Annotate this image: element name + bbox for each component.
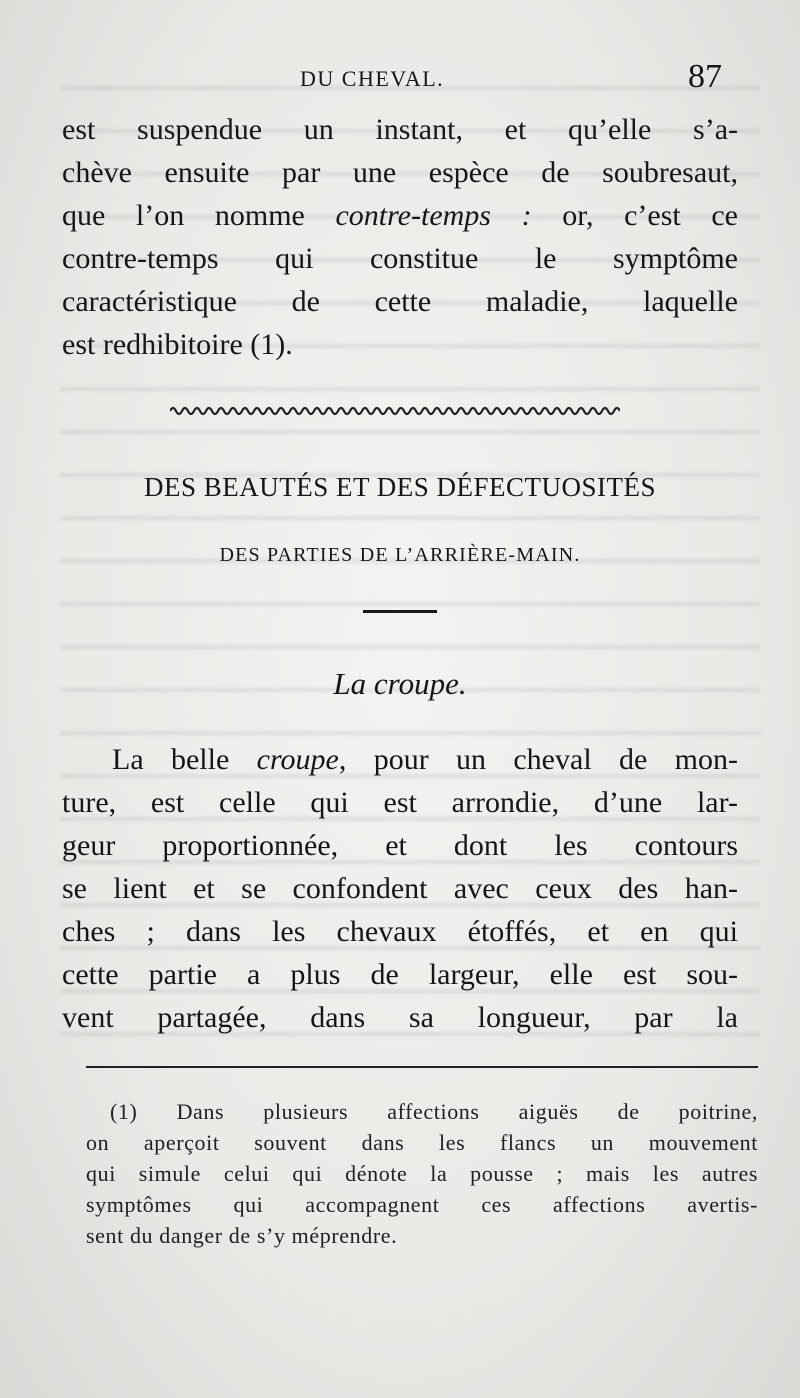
- footnote-line: qui simule celui qui dénote la pousse ; mais les autres: [86, 1161, 758, 1186]
- text-line: chève ensuite par une espèce de soubresaut,: [62, 156, 738, 189]
- italic-term: croupe: [256, 743, 339, 776]
- text-line: contre-temps qui constitue le symptôme: [62, 242, 738, 275]
- paragraph-top: [62, 108, 738, 366]
- text-span: que l’on nomme: [62, 199, 336, 232]
- page-number: 87: [688, 58, 722, 95]
- section-title: DES BEAUTÉS ET DES DÉFECTUOSITÉS: [143, 472, 657, 502]
- footnote-line: on aperçoit souvent dans les flancs un mouvement: [86, 1130, 758, 1155]
- footnote-rule: [86, 1066, 758, 1068]
- ornamental-divider: [170, 404, 620, 418]
- running-head: DU CHEVAL.: [300, 66, 445, 91]
- footnote: [86, 1096, 758, 1251]
- text-line: ches ; dans les chevaux étoffés, et en qui: [62, 915, 738, 948]
- short-rule: [363, 610, 437, 613]
- text-line: geur proportionnée, et dont les contours: [62, 829, 738, 862]
- text-line: vent partagée, dans sa longueur, par la: [62, 1001, 738, 1034]
- paragraph-croupe: [62, 738, 738, 1039]
- text-span: or, c’est ce: [531, 199, 738, 232]
- text-span: , pour un cheval de mon-: [338, 743, 738, 776]
- subheading: La croupe.: [333, 666, 467, 701]
- text-line: est suspendue un instant, et qu’elle s’a-: [62, 113, 738, 146]
- text-line: est redhibitoire (1).: [62, 328, 293, 361]
- page-header: [0, 58, 800, 98]
- text-line: cette partie a plus de largeur, elle est sou-: [62, 958, 738, 991]
- text-span: La belle: [112, 743, 257, 776]
- footnote-line: (1) Dans plusieurs affections aiguës de poitrine,: [110, 1099, 758, 1124]
- text-line: caractéristique de cette maladie, laquelle: [62, 285, 738, 318]
- footnote-line: sent du danger de s’y méprendre.: [86, 1223, 398, 1248]
- footnote-line: symptômes qui accompagnent ces affections avertis-: [86, 1192, 758, 1217]
- section-subtitle: DES PARTIES DE L’ARRIÈRE-MAIN.: [219, 544, 581, 566]
- text-line: [62, 738, 738, 781]
- text-line: ture, est celle qui est arrondie, d’une lar-: [62, 786, 738, 819]
- text-line: se lient et se confondent avec ceux des han-: [62, 872, 738, 905]
- text-line: [62, 194, 738, 237]
- italic-term: contre-temps :: [335, 199, 532, 232]
